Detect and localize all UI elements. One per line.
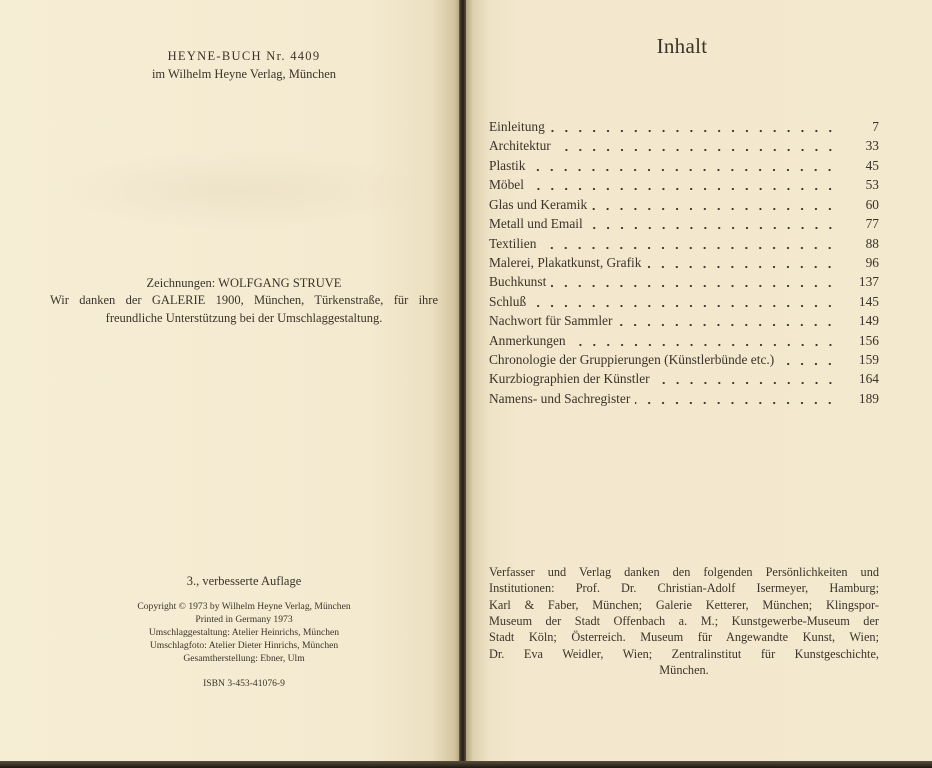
dot-leader bbox=[541, 234, 837, 253]
dot-leader bbox=[588, 214, 837, 233]
toc-entry-title: Nachwort für Sammler bbox=[489, 313, 613, 329]
book-gutter bbox=[459, 0, 466, 761]
publisher-line: im Wilhelm Heyne Verlag, München bbox=[151, 67, 337, 81]
toc-entry-title: Malerei, Plakatkunst, Grafik bbox=[489, 254, 642, 270]
dot-leader bbox=[529, 175, 837, 194]
toc-entry-title: Einleitung bbox=[489, 119, 545, 134]
dot-leader bbox=[571, 331, 837, 350]
acknowledgement-paragraph bbox=[489, 564, 879, 678]
dot-leader bbox=[617, 311, 837, 330]
toc-entry-page: 156 bbox=[858, 332, 879, 348]
dot-leader bbox=[530, 156, 837, 175]
imprint-line: Copyright © 1973 by Wilhelm Heyne Verlag, München bbox=[137, 601, 351, 612]
toc-entry bbox=[489, 156, 879, 175]
dot-leader bbox=[779, 350, 837, 369]
toc-entry-page: 149 bbox=[858, 313, 879, 329]
toc-entry bbox=[489, 214, 879, 233]
toc-entry-page: 33 bbox=[865, 138, 879, 154]
toc-entry bbox=[489, 117, 879, 136]
toc-entry bbox=[489, 234, 879, 253]
toc-entry-title: Metall und Email bbox=[489, 216, 583, 232]
toc-entry-page: 53 bbox=[865, 177, 879, 193]
dot-leader bbox=[556, 136, 837, 155]
table-of-contents bbox=[489, 117, 879, 408]
toc-entry-page: 96 bbox=[865, 254, 879, 270]
page-title: Inhalt bbox=[656, 34, 708, 58]
toc-entry bbox=[489, 350, 879, 369]
toc-entry-page: 45 bbox=[865, 157, 879, 173]
imprint-line: Umschlaggestaltung: Atelier Heinrichs, München bbox=[148, 627, 340, 638]
imprint-line: Printed in Germany 1973 bbox=[195, 614, 293, 625]
toc-entry-page: 189 bbox=[858, 390, 879, 406]
acknowledgement-line: Institutionen: Prof. Dr. Christian-Adolf Isermeyer, Hamburg; bbox=[489, 581, 879, 596]
toc-entry-title: Namens- und Sachregister bbox=[489, 390, 631, 406]
toc-entry-title: Möbel bbox=[489, 177, 524, 193]
thanks-line: freundliche Unterstützung bei der Umschlaggestaltung. bbox=[105, 311, 383, 325]
toc-entry bbox=[489, 272, 879, 291]
toc-entry-title: Textilien bbox=[489, 235, 537, 251]
toc-entry-page: 159 bbox=[858, 352, 879, 368]
toc-entry-title: Chronologie der Gruppierungen (Künstlerbünde etc.) bbox=[489, 352, 775, 368]
toc-entry-title: Buchkunst bbox=[489, 274, 547, 290]
toc-entry bbox=[489, 136, 879, 155]
isbn-line: ISBN 3-453-41076-9 bbox=[203, 678, 285, 689]
toc-entry bbox=[489, 195, 879, 214]
toc-entry-page: 137 bbox=[858, 274, 879, 290]
dot-leader bbox=[550, 117, 837, 136]
toc-entry-title: Architektur bbox=[489, 138, 551, 154]
series-line: HEYNE-BUCH Nr. 4409 bbox=[167, 49, 321, 63]
toc-entry-title: Schluß bbox=[489, 293, 527, 309]
toc-entry-page: 60 bbox=[865, 196, 879, 212]
right-page bbox=[466, 0, 932, 761]
thanks-line: Wir danken der GALERIE 1900, München, Türkenstraße, für ihre bbox=[50, 293, 438, 307]
toc-entry-title: Glas und Keramik bbox=[489, 196, 588, 212]
dot-leader bbox=[646, 253, 837, 272]
acknowledgement-line: Verfasser und Verlag danken den folgenden Persönlichkeiten und bbox=[489, 565, 879, 579]
toc-entry bbox=[489, 369, 879, 388]
toc-entry bbox=[489, 253, 879, 272]
toc-entry-page: 77 bbox=[865, 216, 879, 232]
toc-entry-page: 88 bbox=[865, 235, 879, 251]
toc-entry bbox=[489, 311, 879, 330]
book-bottom-edge bbox=[0, 761, 932, 768]
toc-entry-page: 7 bbox=[872, 119, 879, 134]
acknowledgement-line: München. bbox=[659, 662, 709, 677]
toc-entry-title: Anmerkungen bbox=[489, 332, 566, 348]
imprint-line: Umschlagfoto: Atelier Dieter Hinrichs, München bbox=[149, 640, 339, 651]
acknowledgement-line: Karl & Faber, München; Galerie Ketterer, München; Klingspor- bbox=[489, 597, 879, 612]
acknowledgement-line: Museum der Stadt Offenbach a. M.; Kunstgewerbe-Museum der bbox=[489, 613, 879, 628]
toc-entry bbox=[489, 389, 879, 408]
dot-leader bbox=[635, 389, 837, 408]
acknowledgement-line: Stadt Köln; Österreich. Museum für Angewandte Kunst, Wien; bbox=[489, 630, 879, 645]
toc-entry-title: Kurzbiographien der Künstler bbox=[489, 371, 650, 387]
illustrations-credit: Zeichnungen: WOLFGANG STRUVE bbox=[146, 276, 342, 290]
acknowledgement-line: Dr. Eva Weidler, Wien; Zentralinstitut für Kunstgeschichte, bbox=[489, 646, 879, 661]
edition-line: 3., verbesserte Auflage bbox=[186, 574, 302, 588]
toc-entry-title: Plastik bbox=[489, 157, 526, 173]
dot-leader bbox=[592, 195, 837, 214]
toc-entry bbox=[489, 292, 879, 311]
dot-leader bbox=[531, 292, 837, 311]
toc-entry-page: 164 bbox=[858, 371, 879, 387]
dot-leader bbox=[655, 369, 837, 388]
imprint-block bbox=[29, 600, 459, 665]
imprint-line: Gesamtherstellung: Ebner, Ulm bbox=[183, 653, 305, 664]
show-through-shadow bbox=[40, 150, 430, 230]
toc-entry bbox=[489, 331, 879, 350]
toc-entry-page: 145 bbox=[858, 293, 879, 309]
left-page bbox=[0, 0, 459, 761]
dot-leader bbox=[551, 272, 837, 291]
toc-entry bbox=[489, 175, 879, 194]
